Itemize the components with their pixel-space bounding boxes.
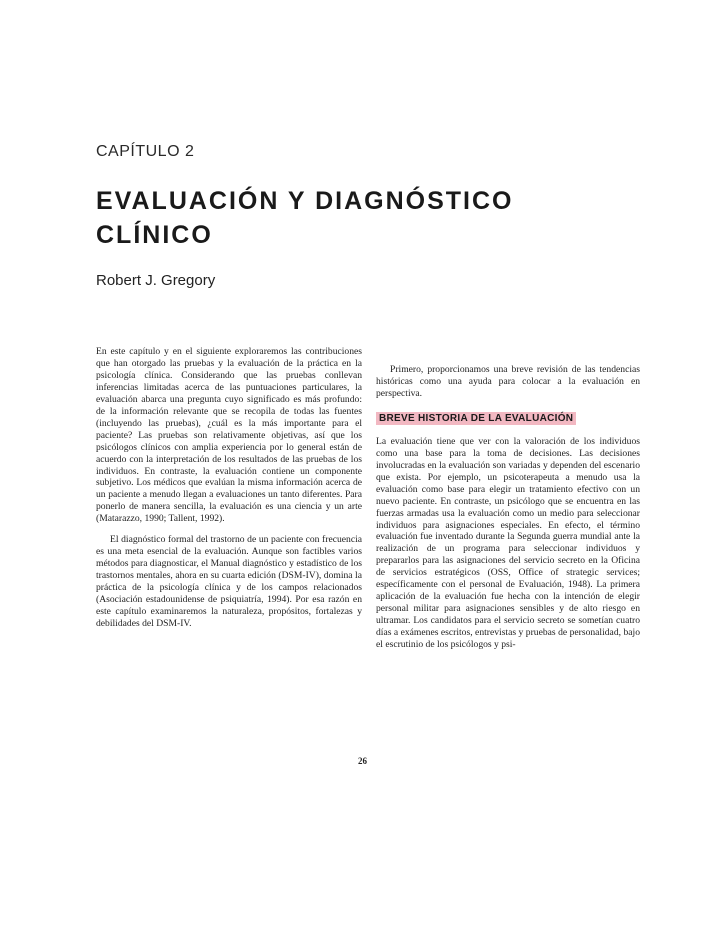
right-column [376, 364, 640, 651]
chapter-title [96, 184, 513, 252]
body-paragraph: En este capítulo y en el siguiente exploraremos las contribuciones que han otorgado las pruebas y la evaluación de la práctica en la psicología clínica. Considerando que las pruebas conllevan inferencias limitadas acerca de las puntuaciones particulares, la evaluación abarca una pregunta cuyo significado es más profundo: de la información relevante que se recopila de todas las fuentes (incluyendo las pruebas), ¿cuál es la más importante para el paciente? Las pruebas son relativamente objetivas, así que los psicólogos clínicos con amplia experiencia por lo general están de acuerdo con la interpretación de los resultados de las pruebas de los individuos. En contraste, la evaluación contiene un componente subjetivo. Los médicos que evalúan la misma información acerca de un paciente a menudo llegan a evaluaciones un tanto diferentes. Para ponerlo de manera sencilla, la evaluación es una ciencia y un arte (Matarazzo, 1990; Tallent, 1992). [96, 346, 362, 525]
body-paragraph: El diagnóstico formal del trastorno de un paciente con frecuencia es una meta esencial de la evaluación. Aunque son factibles varios métodos para diagnosticar, el Manual diagnóstico y estadístico de los trastornos mentales, ahora en su cuarta edición (DSM-IV), domina la práctica de la psicología clínica y de los campos relacionados (Asociación estadounidense de psiquiatría, 1994). Por esa razón en este capítulo examinaremos la naturaleza, propósitos, fortalezas y debilidades del DSM-IV. [96, 534, 362, 629]
chapter-title-line: CLÍNICO [96, 221, 213, 249]
body-paragraph: Primero, proporcionamos una breve revisión de las tendencias históricas como una ayuda para colocar a la evaluación en perspectiva. [376, 364, 640, 399]
author-name: Robert J. Gregory [96, 272, 216, 289]
left-column [96, 346, 362, 630]
body-paragraph: La evaluación tiene que ver con la valoración de los individuos como una base para la toma de decisiones. Las decisiones involucradas en la evaluación son variadas y dependen del escenario que exista. Por ejemplo, un psicoterapeuta a menudo usa la evaluación como base para elegir un tratamiento efectivo con un nuevo paciente. En contraste, un psicólogo que se encuentra en las fuerzas armadas usa la evaluación como un medio para seleccionar individuos para asignaciones especiales. En efecto, el término evaluación fue inventado durante la Segunda guerra mundial ante la realización de un programa para seleccionar individuos y prepararlos para las asignaciones del servicio secreto en la Oficina de servicios estratégicos (OSS, Office of strategic services; específicamente con el personal de Evaluación, 1948). La primera aplicación de la evaluación fue hecha con la intención de elegir personal militar para asignaciones sensibles y de alto riesgo en ultramar. Los candidatos para el servicio secreto se sometían cuatro días a exámenes escritos, entrevistas y pruebas de personalidad, bajo el escrutinio de los psicólogos y psi- [376, 435, 640, 651]
chapter-label: CAPÍTULO 2 [96, 143, 195, 160]
chapter-title-line: EVALUACIÓN Y DIAGNÓSTICO [96, 187, 514, 215]
section-heading: BREVE HISTORIA DE LA EVALUACIÓN [376, 412, 576, 425]
page-number: 26 [358, 756, 367, 766]
